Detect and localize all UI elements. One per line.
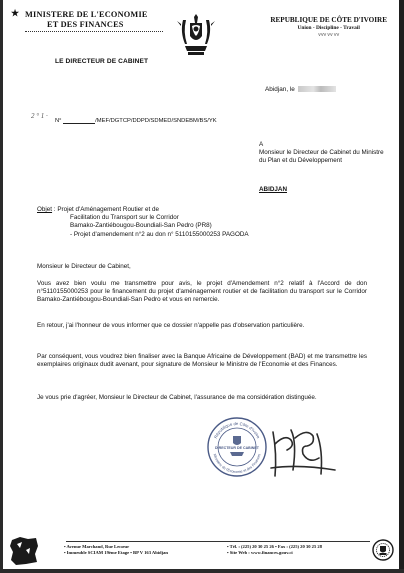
- republic-small-print: ⱯⱯⱯ ⱯⱯ ⱯⱯ: [318, 32, 340, 37]
- paragraph-2: En retour, j'ai l'honneur de vous informer que ce dossier n'appelle pas d'observation particulière.: [37, 322, 305, 329]
- stamp-bottom-text: Ministère de l'Économie et des Finances: [212, 453, 262, 475]
- ministry-seal-icon: [372, 539, 394, 561]
- handwritten-number: 2 ° 1 ·: [31, 112, 48, 120]
- office-title: LE DIRECTEUR DE CABINET: [55, 58, 149, 65]
- paragraph-4: Je vous prie d'agréer, Monsieur le Directeur de Cabinet, l'assurance de ma considération distinguée.: [37, 394, 317, 401]
- ministry-line-1: MINISTERE DE L'ECONOMIE: [25, 10, 148, 19]
- subject-line-3: Bamako-Zantiébougou-Boundiali-San Pedro (PR8): [70, 222, 212, 230]
- subject-line-4: - Projet d'amendement n°2 au don n° 5110155000253 PAGODA: [70, 230, 249, 238]
- republic-motto: Union - Discipline - Travail: [297, 25, 360, 31]
- footer-contact: [227, 544, 322, 557]
- footer-phone-fax: • Tél. : (225) 20 30 25 26 • Fax : (225) 20 30 25 28: [227, 544, 322, 549]
- scan-border-bottom: [0, 569, 404, 573]
- paragraph-1: Vous avez bien voulu me transmettre pour avis, le projet d'Amendement n°2 relatif à l'Accord de don n°5110155000253 pour le financement du projet d'aménagement routier et de facilitation du transport sur le Corridor Bamako-Zantiébougou-Boundiali-San Pedro et vous en remercie.: [37, 280, 367, 303]
- cote-divoire-map-icon: [8, 536, 40, 566]
- star-icon: ★: [11, 8, 20, 18]
- stamp-middle-text: DIRECTEUR DE CABINET: [215, 446, 259, 450]
- subject-block: [37, 206, 249, 239]
- subject-label: Objet: [37, 206, 53, 213]
- salutation: Monsieur le Directeur de Cabinet,: [37, 263, 131, 270]
- footer-address-line-1: • Avenue Marchand, Rue Lecœur: [64, 544, 130, 549]
- ministry-heading: [11, 8, 148, 29]
- footer-website: • Site Web : www.finances.gouv.ci: [227, 550, 293, 556]
- date-label: Abidjan, le: [265, 86, 295, 93]
- stamp-top-text: République de Côte d'Ivoire: [212, 420, 262, 440]
- reference-prefix: N°: [55, 118, 62, 124]
- coat-of-arms-icon: [175, 14, 217, 58]
- addressee-block: [259, 141, 389, 164]
- handwritten-signature: [269, 424, 339, 482]
- footer-address-line-2: • Immeuble SCIAM 19ème Etage • BP V 163 Abidjan: [64, 550, 168, 556]
- official-stamp: [206, 416, 268, 478]
- ministry-divider: [25, 31, 163, 33]
- letterhead-footer: [6, 536, 402, 569]
- addressee-to: A: [259, 141, 264, 148]
- addressee-city: ABIDJAN: [259, 186, 287, 193]
- paragraph-3: Par conséquent, vous voudrez bien finaliser avec la Banque Africaine de Développement (BAD) et me transmettre les exemplaires originaux dudit avenant, pour signature de Monsieur le Ministre de l'Economie et des Finances.: [37, 353, 367, 368]
- subject-line-2: Facilitation du Transport sur le Corridor: [70, 214, 179, 222]
- reference-code: /MEF/DGTCP/DDPD/SDMED/SNDEBM/BS/YK: [95, 118, 217, 124]
- republic-heading: [270, 16, 387, 38]
- subject-colon: :: [52, 206, 58, 213]
- date-line: [265, 86, 336, 93]
- republic-name: REPUBLIQUE DE CÔTE D'IVOIRE: [270, 16, 387, 24]
- reference-blank: [63, 118, 95, 124]
- footer-rule: [66, 541, 370, 542]
- date-stamp-smudge: [298, 86, 336, 92]
- subject-line-1: Projet d'Aménagement Routier et de: [57, 206, 159, 213]
- reference-line: [55, 118, 217, 124]
- addressee-name: Monsieur le Directeur de Cabinet du Ministre du Plan et du Développement: [259, 148, 384, 164]
- letter-page: [3, 0, 399, 569]
- scan-border-right: [399, 0, 404, 573]
- ministry-line-2: ET DES FINANCES: [47, 19, 124, 29]
- footer-address: [64, 544, 168, 557]
